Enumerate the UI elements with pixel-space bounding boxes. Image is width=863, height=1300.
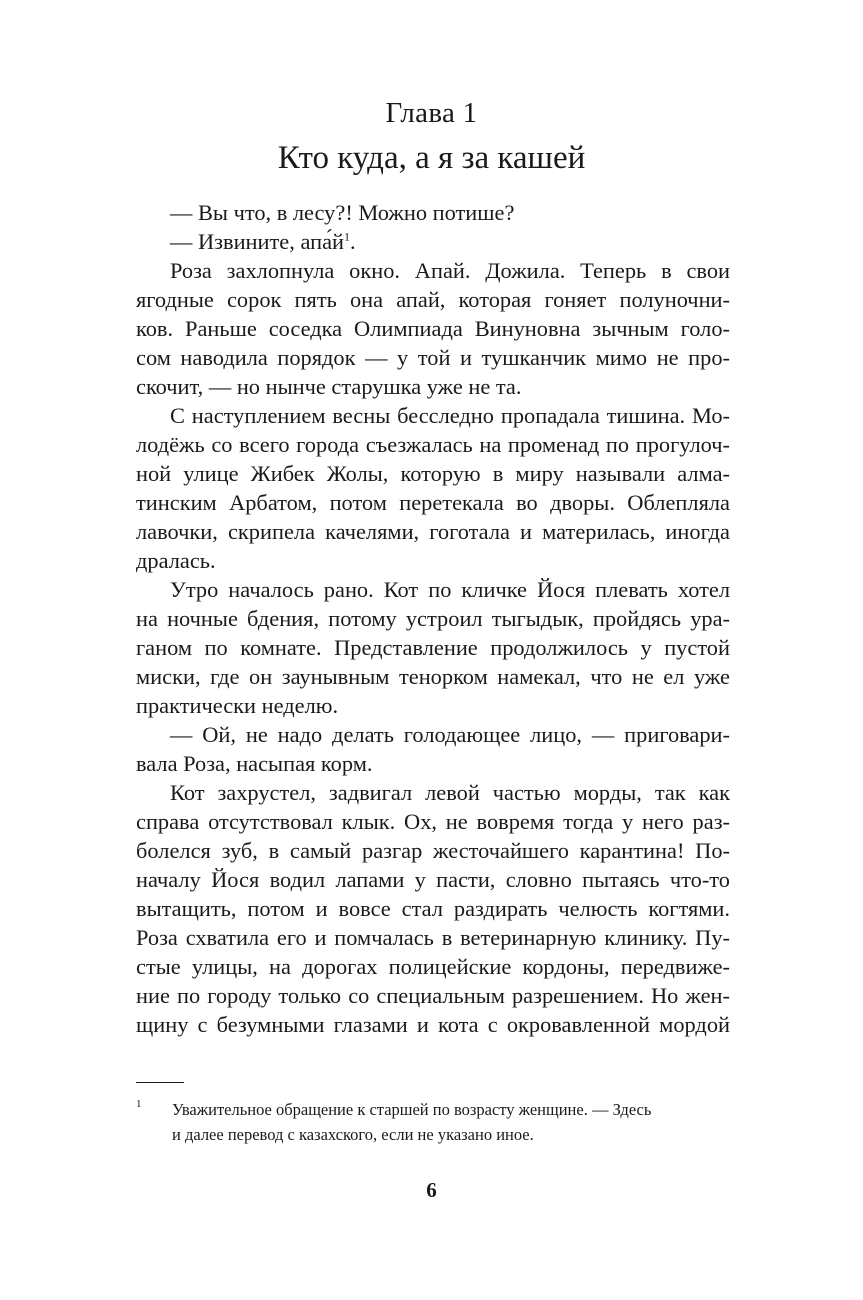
body-line: ков. Раньше соседка Олимпиада Винуновна зычным голо- — [136, 316, 730, 341]
body-line: лавочки, скрипела качелями, гоготала и материлась, иногда — [136, 519, 730, 544]
footnote-number: 1 — [136, 1098, 142, 1110]
dialogue-text: — Извините, апа́й — [170, 229, 344, 254]
body-line: Утро началось рано. Кот по кличке Йося плевать хотел — [170, 577, 730, 602]
footnote — [136, 1097, 730, 1147]
body-line: миски, где он заунывным тенорком намекал, что не ел уже — [136, 664, 730, 689]
body-line: практически неделю. — [136, 693, 339, 718]
body-line: ние по городу только со специальным разрешением. Но жен- — [136, 983, 730, 1008]
body-line: стые улицы, на дорогах полицейские кордоны, передвиже- — [136, 954, 730, 979]
body-line: болелся зуб, в самый разгар жесточайшего карантина! По- — [136, 838, 730, 863]
chapter-body — [136, 198, 730, 1039]
footnote-divider — [136, 1082, 184, 1083]
body-line: сом наводила порядок — у той и тушканчик мимо не про- — [136, 345, 730, 370]
body-line: скочит, — но нынче старушка уже не та. — [136, 374, 522, 399]
body-line: С наступлением весны бесследно пропадала тишина. Мо- — [170, 403, 730, 428]
punctuation: . — [350, 229, 356, 254]
body-line: Роза схватила его и помчалась в ветеринарную клинику. Пу- — [136, 925, 730, 950]
chapter-label: Глава 1 — [385, 97, 478, 129]
body-line: справа отсутствовал клык. Ох, не вовремя тогда у него раз- — [136, 809, 730, 834]
body-line: лодёжь со всего города съезжалась на променад по прогулоч- — [136, 432, 730, 457]
body-line: — Ой, не надо делать голодающее лицо, — приговари- — [170, 722, 730, 747]
footnote-line: и далее перевод с казахского, если не указано иное. — [172, 1125, 534, 1144]
body-line: тинским Арбатом, потом перетекала во дворы. Облепляла — [136, 490, 730, 515]
body-line: — Вы что, в лесу?! Можно потише? — [170, 200, 515, 225]
body-line: началу Йося водил лапами у пасти, словно пытаясь что-то — [136, 867, 730, 892]
body-line: на ночные бдения, потому устроил тыгыдык, пройдясь ура- — [136, 606, 730, 631]
body-line: вала Роза, насыпая корм. — [136, 751, 373, 776]
body-line: Кот захрустел, задвигал левой частью морды, так как — [170, 780, 730, 805]
body-line: вытащить, потом и вовсе стал раздирать челюсть когтями. — [136, 896, 730, 921]
body-line — [136, 227, 730, 256]
footnote-line: Уважительное обращение к старшей по возрасту женщине. — Здесь — [172, 1100, 652, 1119]
body-line: ной улице Жибек Жолы, которую в миру называли алма- — [136, 461, 730, 486]
page-number: 6 — [426, 1178, 437, 1202]
footnote-reference: 1 — [344, 229, 350, 244]
chapter-title: Кто куда, а я за кашей — [277, 140, 586, 176]
body-line: щину с безумными глазами и кота с окровавленной мордой — [136, 1012, 730, 1037]
body-line: Роза захлопнула окно. Апай. Дожила. Теперь в свои — [170, 258, 730, 283]
body-line: ганом по комнате. Представление продолжилось у пустой — [136, 635, 730, 660]
body-line: ягодные сорок пять она апай, которая гоняет полуночни- — [136, 287, 730, 312]
body-line: дралась. — [136, 548, 216, 573]
